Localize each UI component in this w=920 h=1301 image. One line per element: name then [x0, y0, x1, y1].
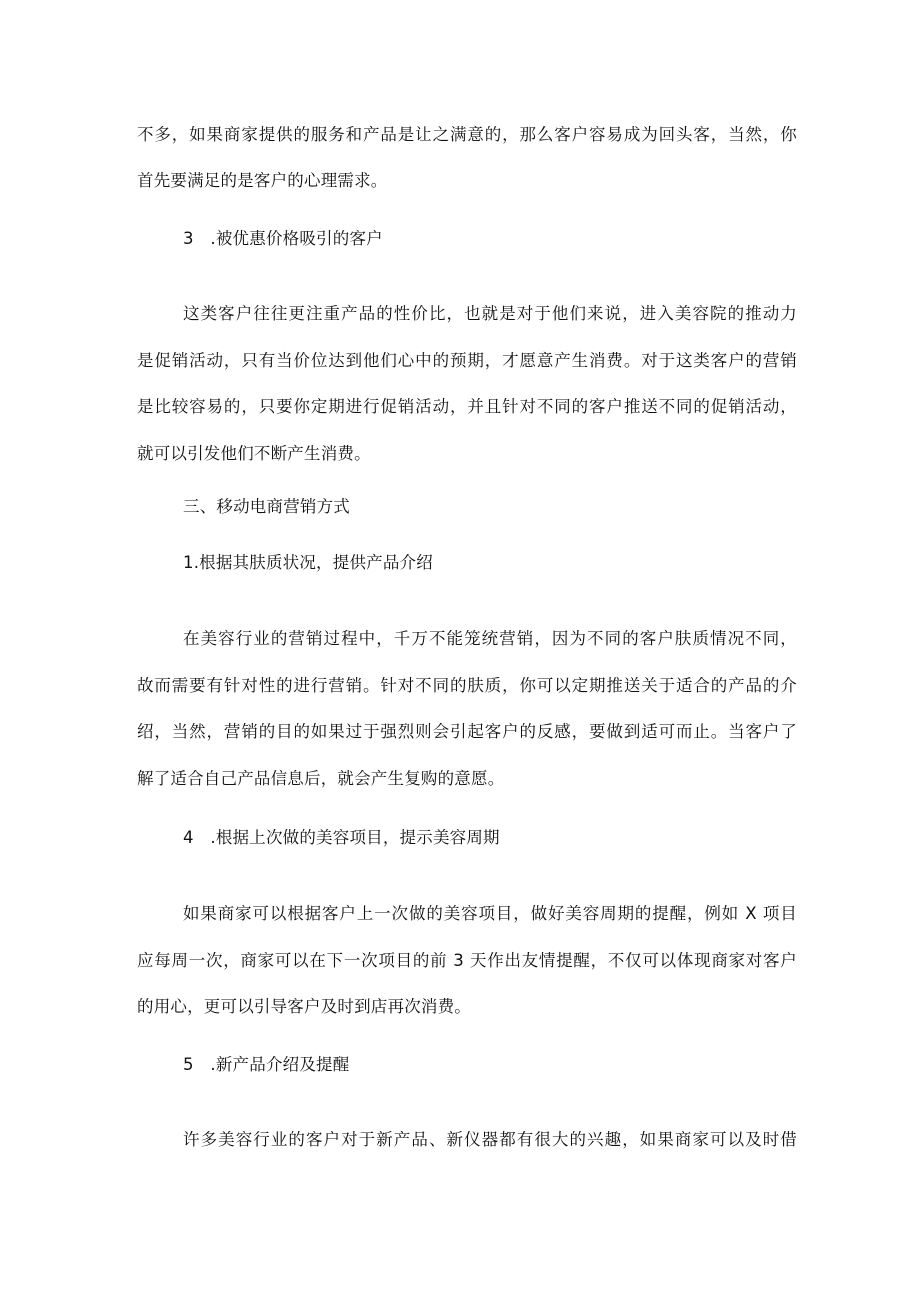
paragraph-1-line-1: 不多，如果商家提供的服务和产品是让之满意的，那么客户容易成为回头客，当然，你 — [137, 125, 797, 144]
paragraph-5-line-1: 许多美容行业的客户对于新产品、新仪器都有很大的兴趣，如果商家可以及时借 — [183, 1130, 797, 1149]
paragraph-1-line-2: 首先要满足的是客户的心理需求。 — [137, 171, 388, 190]
heading-3-discount-customers: 3 .被优惠价格吸引的客户 — [183, 229, 383, 248]
heading-1-skin-type: 1.根据其肤质状况，提供产品介绍 — [183, 553, 433, 572]
paragraph-3-line-4: 解了适合自己产品信息后，就会产生复购的意愿。 — [137, 769, 505, 788]
paragraph-4-line-3: 的用心，更可以引导客户及时到店再次消费。 — [137, 997, 471, 1016]
paragraph-2-line-2: 是促销活动，只有当价位达到他们心中的预期，才愿意产生消费。对于这类客户的营销 — [137, 351, 797, 370]
section-heading-mobile-marketing: 三、移动电商营销方式 — [183, 497, 350, 516]
paragraph-3-line-3: 绍，当然，营销的目的如果过于强烈则会引起客户的反感，要做到适可而止。当客户了 — [137, 722, 797, 741]
paragraph-2-line-4: 就可以引发他们不断产生消费。 — [137, 444, 371, 463]
paragraph-3-line-1: 在美容行业的营销过程中，千万不能笼统营销，因为不同的客户肤质情况不同， — [183, 629, 797, 648]
paragraph-4-line-1: 如果商家可以根据客户上一次做的美容项目，做好美容周期的提醒，例如 X 项目 — [183, 904, 797, 923]
paragraph-4-line-2: 应每周一次，商家可以在下一次项目的前 3 天作出友情提醒，不仅可以体现商家对客户 — [137, 951, 797, 970]
heading-5-new-products: 5 .新产品介绍及提醒 — [183, 1055, 350, 1074]
paragraph-3-line-2: 故而需要有针对性的进行营销。针对不同的肤质，你可以定期推送关于适合的产品的介 — [137, 676, 797, 695]
heading-4-beauty-cycle: 4 .根据上次做的美容项目，提示美容周期 — [183, 828, 500, 847]
paragraph-2-line-1: 这类客户往往更注重产品的性价比，也就是对于他们来说，进入美容院的推动力 — [183, 304, 797, 323]
paragraph-2-line-3: 是比较容易的，只要你定期进行促销活动，并且针对不同的客户推送不同的促销活动， — [137, 397, 797, 416]
